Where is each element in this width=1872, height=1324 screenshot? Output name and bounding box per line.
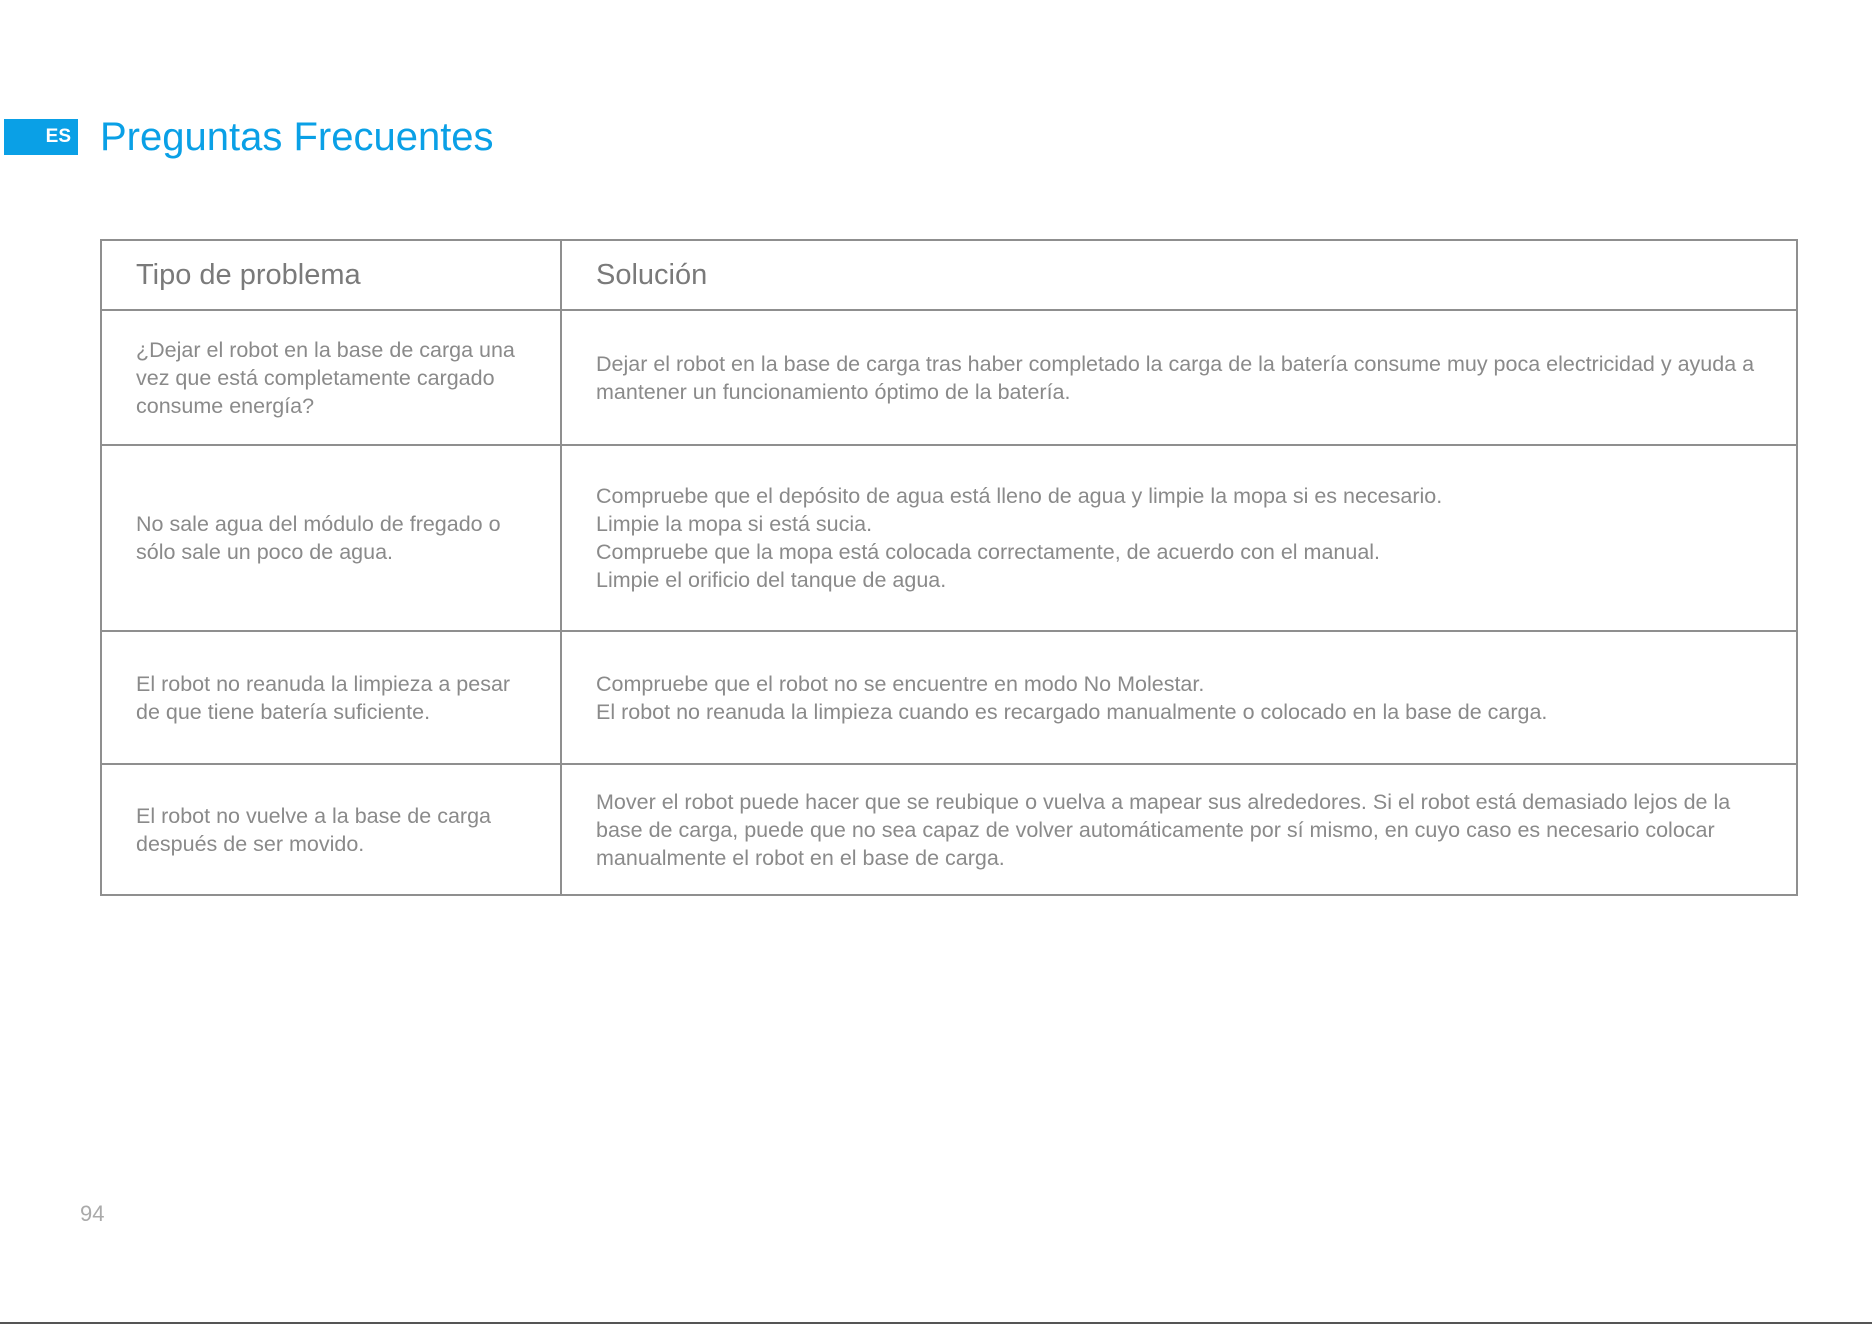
solution-cell — [561, 445, 1797, 631]
problem-cell: No sale agua del módulo de fregado o sólo sale un poco de agua. — [101, 445, 561, 631]
solution-line: El robot no reanuda la limpieza cuando es recargado manualmente o colocado en la base de carga. — [596, 699, 1548, 724]
solution-line: Limpie el orificio del tanque de agua. — [596, 568, 947, 592]
solution-cell — [561, 310, 1797, 445]
faq-table — [100, 239, 1798, 896]
problem-cell: ¿Dejar el robot en la base de carga una vez que está completamente cargado consume energía? — [101, 310, 561, 445]
solution-cell — [561, 764, 1797, 895]
problem-cell: El robot no vuelve a la base de carga después de ser movido. — [101, 764, 561, 895]
page-number: 94 — [80, 1201, 105, 1226]
table-header-row — [101, 240, 1797, 310]
table-row — [101, 764, 1797, 895]
problem-cell: El robot no reanuda la limpieza a pesar de que tiene batería suficiente. — [101, 631, 561, 764]
solution-line: Compruebe que la mopa está colocada correctamente, de acuerdo con el manual. — [596, 540, 1381, 564]
solution-line: Limpie la mopa si está sucia. — [596, 512, 873, 536]
solution-cell — [561, 631, 1797, 764]
solution-line: Dejar el robot en la base de carga tras haber completado la carga de la batería consume muy poca electricidad y ayuda a mantener un funcionamiento óptimo de la batería. — [596, 351, 1755, 404]
solution-line: Mover el robot puede hacer que se reubique o vuelva a mapear sus alrededores. Si el robot está demasiado lejos de la base de carga, puede que no sea capaz de volver automáticamente por sí mismo, en cuyo caso es necesario colocar manualmente el robot en el base de carga. — [596, 789, 1731, 870]
solution-line: Compruebe que el robot no se encuentre en modo No Molestar. — [596, 671, 1205, 696]
table-row — [101, 631, 1797, 764]
table-row — [101, 310, 1797, 445]
language-badge: ES — [4, 119, 78, 155]
column-header-problem: Tipo de problema — [101, 240, 561, 310]
column-header-solution: Solución — [561, 240, 1797, 310]
table-row — [101, 445, 1797, 631]
solution-line: Compruebe que el depósito de agua está lleno de agua y limpie la mopa si es necesario. — [596, 484, 1443, 508]
page-title: Preguntas Frecuentes — [100, 115, 494, 159]
